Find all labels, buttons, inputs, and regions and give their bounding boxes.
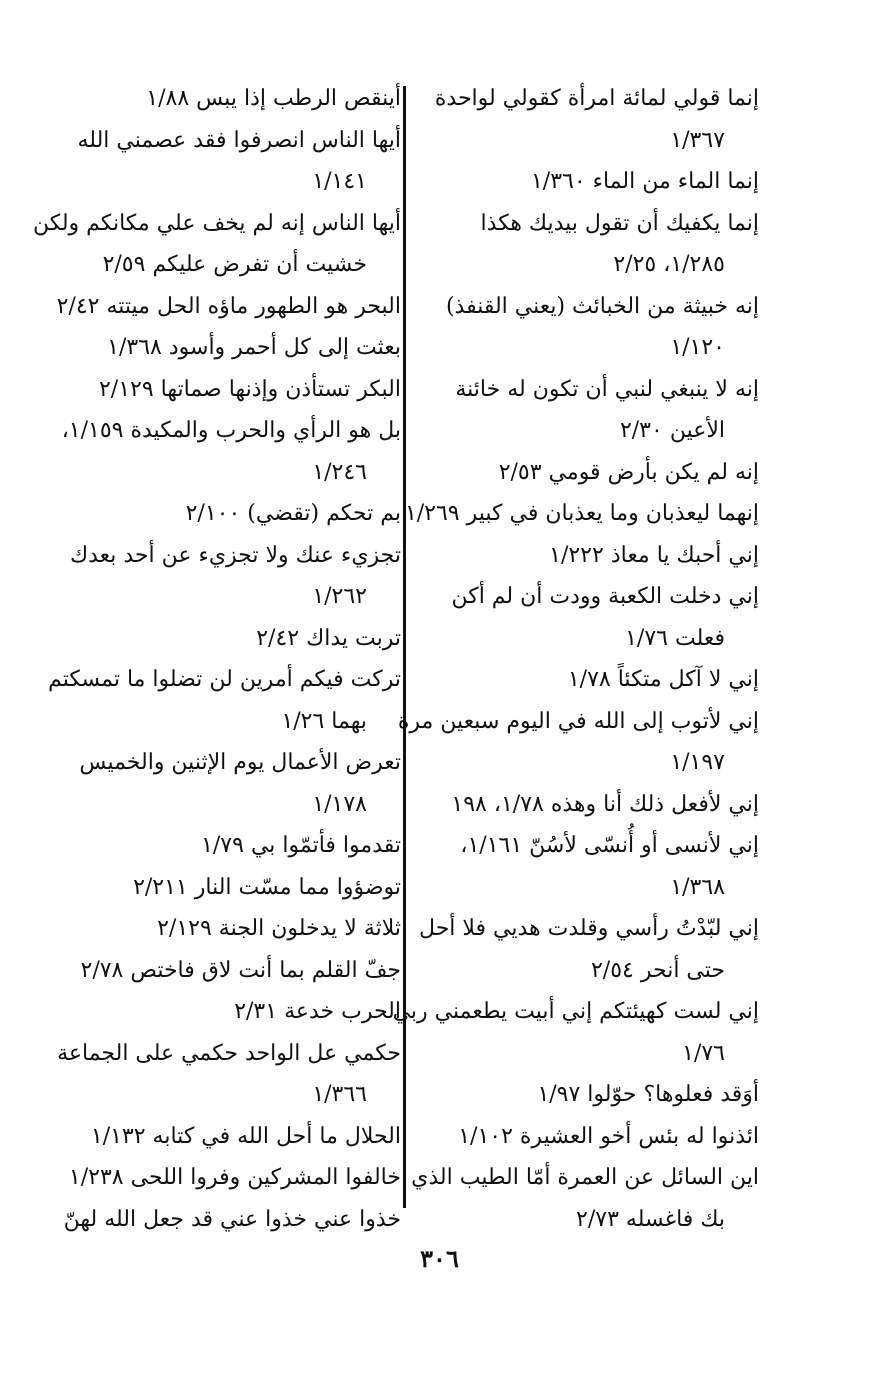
index-entry bbox=[419, 161, 759, 203]
index-entry bbox=[56, 78, 401, 120]
entry-text: خالفوا المشركين وفروا اللحى ١/٢٣٨ bbox=[68, 1165, 401, 1190]
index-entry bbox=[56, 1157, 401, 1199]
entry-continuation: ١/٣٦٦ bbox=[312, 1082, 367, 1107]
entry-continuation: ١/٢٦٢ bbox=[312, 584, 367, 609]
entry-text: تركت فيكم أمرين لن تضلوا ما تمسكتم bbox=[48, 667, 401, 692]
index-entry bbox=[56, 825, 401, 867]
index-entry bbox=[56, 991, 401, 1033]
entry-continuation: ١/١٤١ bbox=[312, 169, 367, 194]
index-entry bbox=[419, 784, 759, 826]
entry-text: بعثت إلى كل أحمر وأسود ١/٣٦٨ bbox=[107, 335, 401, 360]
index-entry bbox=[419, 825, 759, 908]
entry-continuation: فعلت ١/٧٦ bbox=[625, 625, 725, 651]
index-entry bbox=[419, 908, 759, 991]
index-entry bbox=[32, 203, 401, 286]
index-entry bbox=[419, 659, 759, 701]
entry-text: تربت يداك ٢/٤٢ bbox=[256, 625, 401, 651]
entry-text: إني لأفعل ذلك أنا وهذه ١/٧٨، ١٩٨ bbox=[451, 791, 759, 817]
index-entry bbox=[56, 493, 401, 535]
index-entry bbox=[419, 286, 759, 369]
entry-text: البكر تستأذن وإذنها صماتها ٢/١٢٩ bbox=[98, 376, 401, 402]
entry-continuation: ١/٢٨٥، ٢/٢٥ bbox=[613, 252, 725, 277]
index-entry bbox=[56, 618, 401, 660]
entry-text: أوَقد فعلوها؟ حوّلوا ١/٩٧ bbox=[537, 1082, 759, 1107]
index-entry bbox=[56, 867, 401, 909]
index-entry bbox=[419, 1116, 759, 1158]
entry-text: إني لا آكل متكئاً ١/٧٨ bbox=[567, 667, 759, 692]
entry-continuation: ١/١٩٧ bbox=[670, 750, 725, 775]
entry-continuation: ١/١٢٠ bbox=[670, 335, 725, 360]
entry-text: أينقص الرطب إذا يبس ١/٨٨ bbox=[146, 86, 401, 111]
index-entry bbox=[56, 908, 401, 950]
index-entry bbox=[56, 286, 401, 328]
entry-text: توضؤوا مما مسّت النار ٢/٢١١ bbox=[133, 874, 401, 900]
entry-text: حكمي عل الواحد حكمي على الجماعة bbox=[57, 1040, 401, 1066]
index-entry bbox=[56, 369, 401, 411]
index-entry bbox=[419, 78, 759, 161]
index-entry bbox=[48, 659, 401, 742]
index-entry bbox=[419, 369, 759, 452]
entry-text: البحر هو الطهور ماؤه الحل ميتته ٢/٤٢ bbox=[56, 293, 401, 319]
entry-text: تقدموا فأتمّوا بي ١/٧٩ bbox=[201, 833, 401, 858]
entry-continuation: ١/٧٦ bbox=[682, 1040, 725, 1066]
index-entry bbox=[397, 701, 759, 784]
index-entry bbox=[56, 327, 401, 369]
entry-text: بم تحكم (تقضي) ٢/١٠٠ bbox=[185, 501, 401, 526]
index-entry bbox=[404, 493, 759, 535]
entry-text: إنه خبيثة من الخبائث (يعني القنفذ) bbox=[445, 293, 759, 319]
index-column-left bbox=[32, 78, 401, 1240]
entry-text: إني دخلت الكعبة وودت أن لم أكن bbox=[451, 584, 759, 609]
entry-text: الحرب خدعة ٢/٣١ bbox=[234, 999, 401, 1024]
entry-continuation: حتى أنحر ٢/٥٤ bbox=[590, 957, 725, 983]
index-entry bbox=[419, 576, 759, 659]
entry-text: تعرض الأعمال يوم الإثنين والخميس bbox=[79, 750, 401, 775]
entry-text: ثلاثة لا يدخلون الجنة ٢/١٢٩ bbox=[157, 916, 401, 941]
index-entry bbox=[56, 1199, 401, 1241]
entry-text: إنما يكفيك أن تقول بيديك هكذا bbox=[480, 210, 759, 236]
index-entry bbox=[56, 742, 401, 825]
index-entry bbox=[411, 1157, 759, 1240]
entry-text: بل هو الرأي والحرب والمكيدة ١/١٥٩، bbox=[61, 418, 401, 443]
page-number: ٣٠٦ bbox=[420, 1244, 459, 1273]
entry-continuation: ١/٣٦٨ bbox=[670, 874, 725, 900]
index-entry bbox=[56, 410, 401, 493]
entry-text: إني أحبك يا معاذ ١/٢٢٢ bbox=[549, 542, 759, 568]
entry-continuation: ١/٢٤٦ bbox=[312, 459, 367, 485]
entry-text: إنه لم يكن بأرض قومي ٢/٥٣ bbox=[498, 459, 759, 485]
index-entry bbox=[56, 1116, 401, 1158]
entry-text: إنما الماء من الماء ١/٣٦٠ bbox=[530, 169, 759, 194]
entry-text: جفّ القلم بما أنت لاق فاختص ٢/٧٨ bbox=[80, 957, 401, 983]
index-entry bbox=[56, 950, 401, 992]
index-entry bbox=[419, 1074, 759, 1116]
entry-text: اين السائل عن العمرة أمّا الطيب الذي bbox=[411, 1165, 759, 1190]
column-divider bbox=[403, 86, 406, 1208]
entry-text: إني لأتوب إلى الله في اليوم سبعين مرة bbox=[397, 708, 759, 734]
index-column-right bbox=[392, 78, 759, 1240]
index-entry bbox=[419, 452, 759, 494]
entry-text: إني لأنسى أو أُنسّى لأسُنّ ١/١٦١، bbox=[460, 833, 759, 858]
index-entry bbox=[419, 535, 759, 577]
entry-text: ائذنوا له بئس أخو العشيرة ١/١٠٢ bbox=[458, 1123, 759, 1149]
entry-text: تجزيء عنك ولا تجزيء عن أحد بعدك bbox=[69, 542, 401, 568]
entry-continuation: بك فاغسله ٢/٧٣ bbox=[576, 1206, 725, 1232]
entry-continuation: ١/٣٦٧ bbox=[670, 127, 725, 153]
entry-text: إني لست كهيئتكم إني أبيت يطعمني ربي bbox=[392, 999, 759, 1024]
index-entry bbox=[56, 1033, 401, 1116]
index-entry bbox=[419, 203, 759, 286]
entry-continuation: بهما ١/٢٦ bbox=[281, 708, 367, 734]
entry-text: أيها الناس إنه لم يخف علي مكانكم ولكن bbox=[32, 210, 401, 236]
entry-text: إنه لا ينبغي لنبي أن تكون له خائنة bbox=[455, 376, 759, 402]
entry-continuation: ١/١٧٨ bbox=[312, 791, 367, 817]
index-entry bbox=[56, 535, 401, 618]
entry-text: إني لبّدْتُ رأسي وقلدت هديي فلا أحل bbox=[419, 916, 759, 941]
index-entry bbox=[392, 991, 759, 1074]
index-entry bbox=[56, 120, 401, 203]
entry-text: إنما قولي لمائة امرأة كقولي لواحدة bbox=[434, 86, 759, 111]
entry-text: أيها الناس انصرفوا فقد عصمني الله bbox=[77, 127, 401, 153]
entry-continuation: خشيت أن تفرض عليكم ٢/٥٩ bbox=[102, 252, 367, 277]
entry-text: خذوا عني خذوا عني قد جعل الله لهنّ bbox=[63, 1206, 401, 1232]
entry-text: الحلال ما أحل الله في كتابه ١/١٣٢ bbox=[90, 1123, 401, 1149]
entry-text: إنهما ليعذبان وما يعذبان في كبير ١/٢٦٩ bbox=[404, 501, 759, 526]
entry-continuation: الأعين ٢/٣٠ bbox=[619, 418, 725, 443]
